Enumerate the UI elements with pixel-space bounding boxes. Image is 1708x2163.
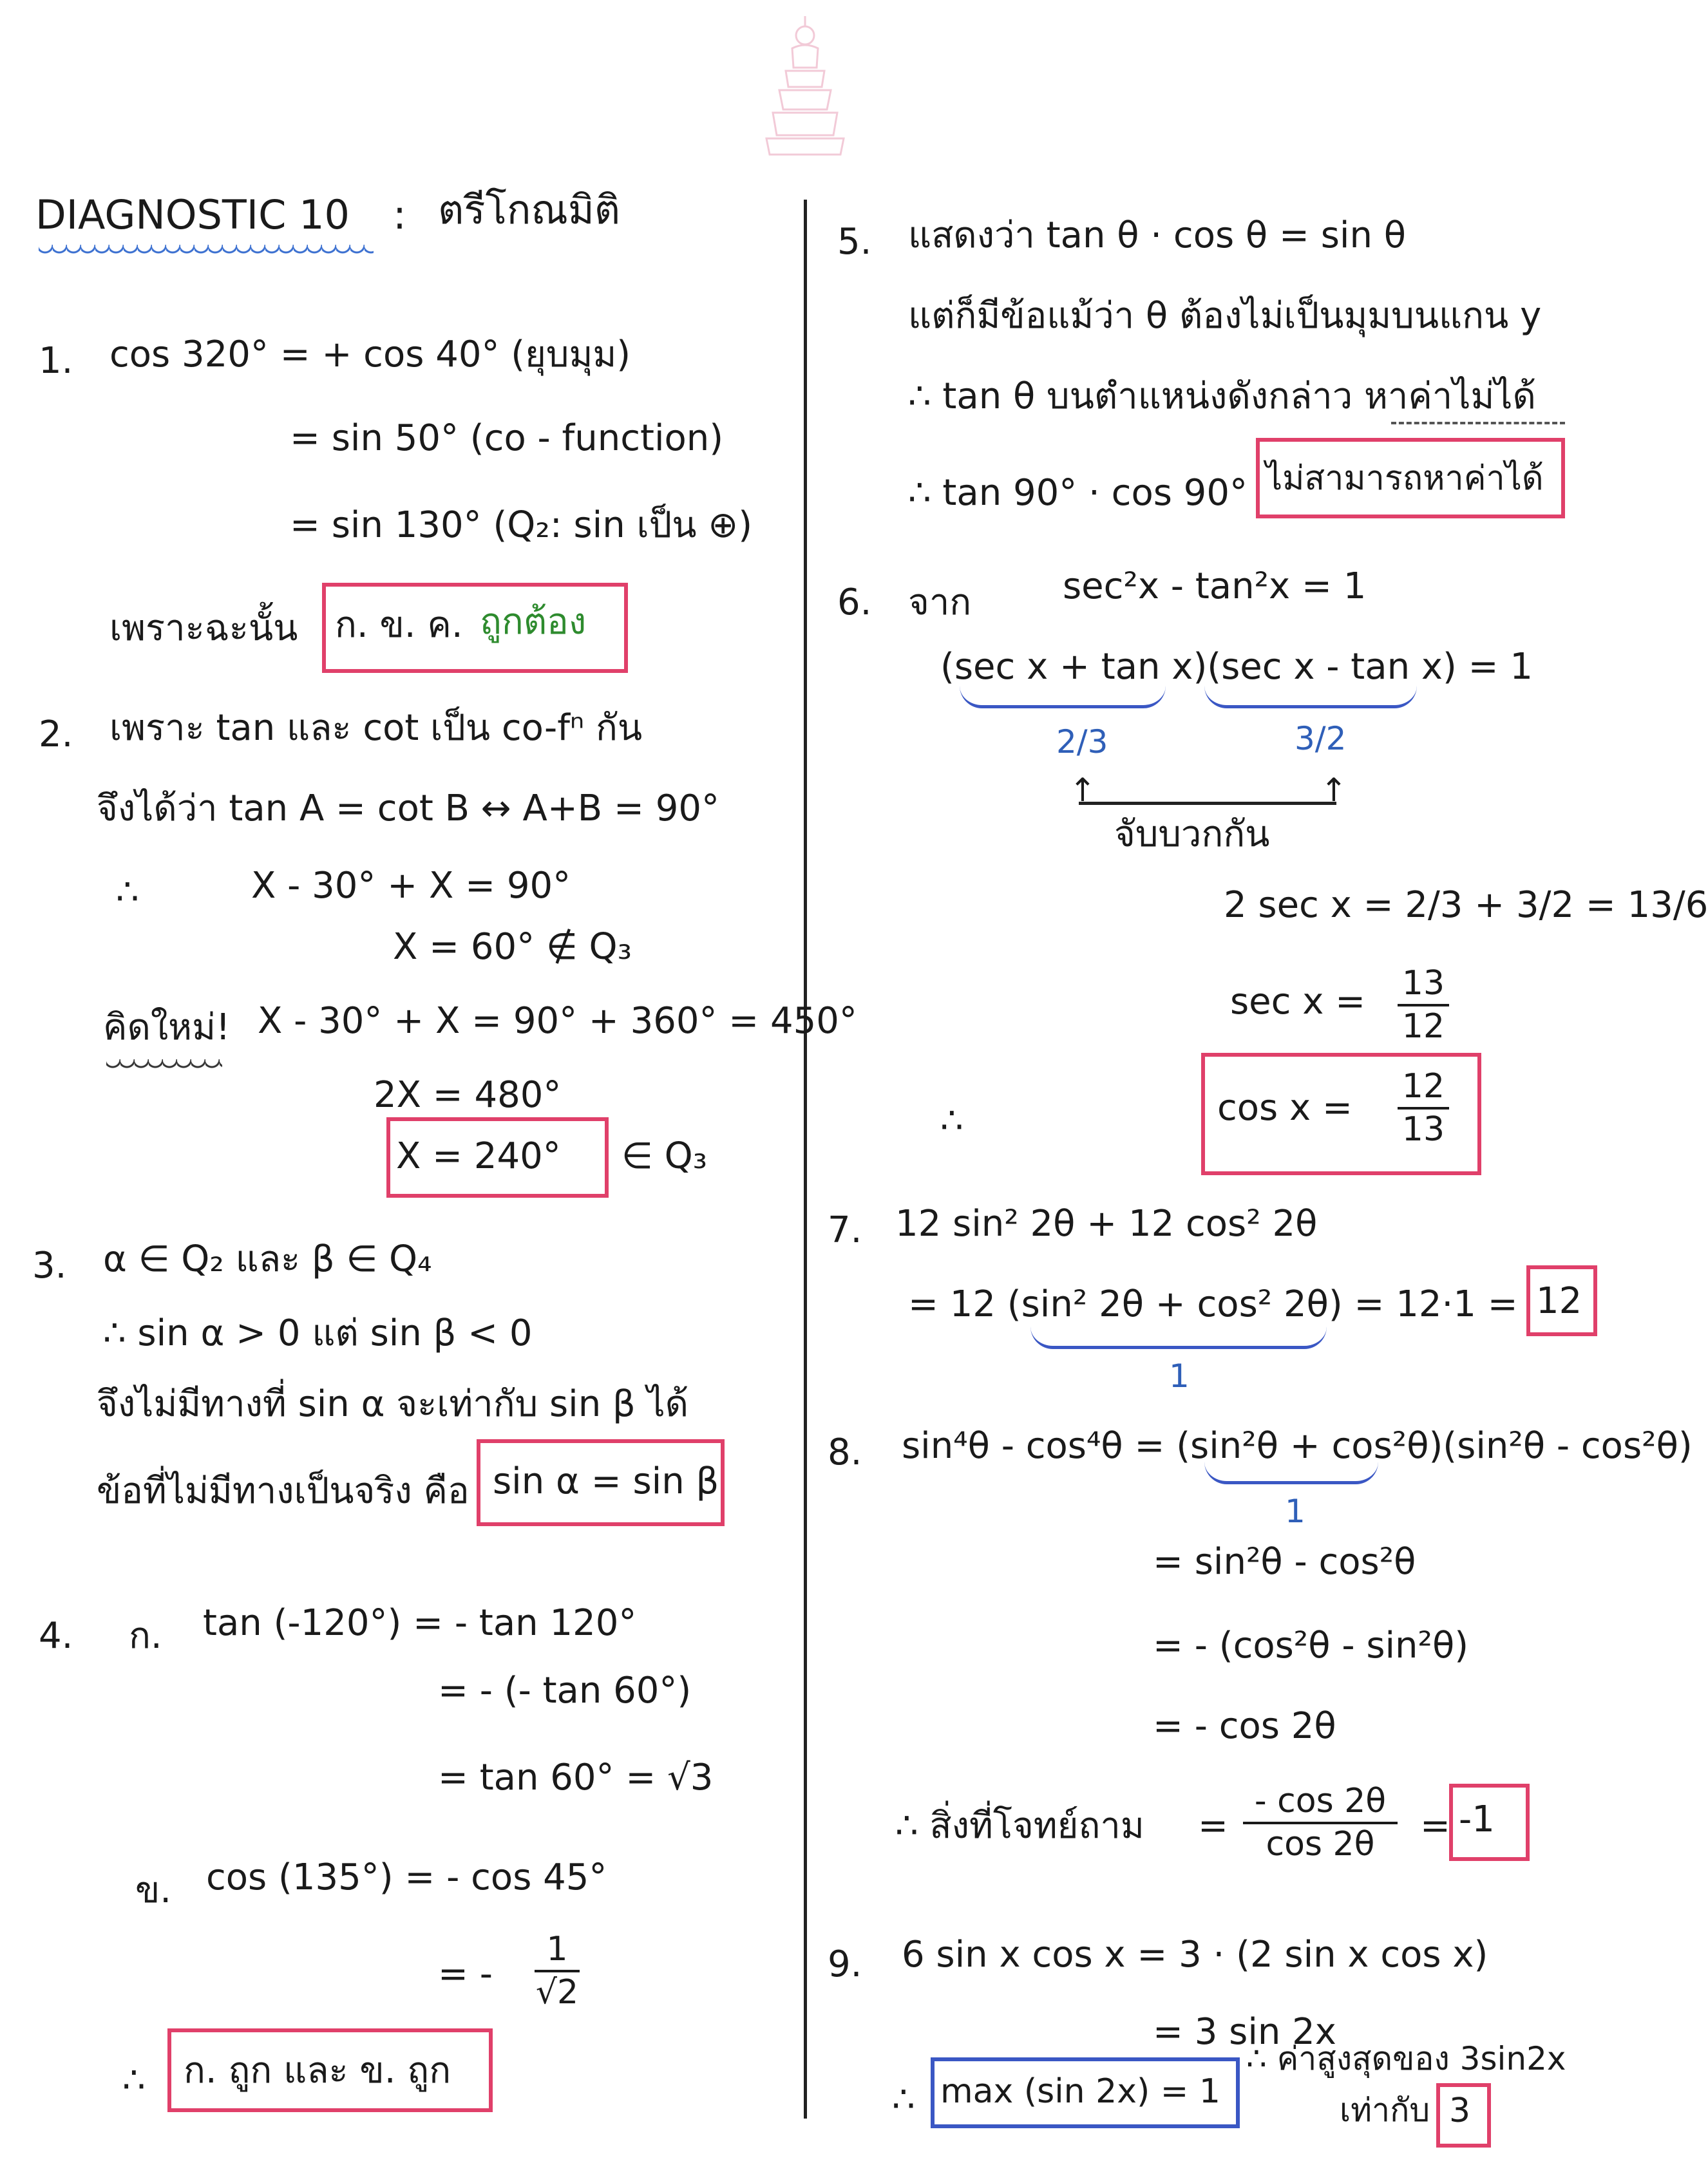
page-title: DIAGNOSTIC 10 bbox=[35, 191, 350, 238]
q8-brace bbox=[1204, 1462, 1378, 1484]
q4-b-line1: cos (135°) = - cos 45° bbox=[206, 1856, 607, 1898]
q5-line2: แต่ก็มีข้อแม้ว่า θ ต้องไม่เป็นมุมบนแกน y bbox=[908, 295, 1542, 337]
q9-conclusion: ∴ ค่าสูงสุดของ 3sin2x bbox=[1246, 2040, 1566, 2077]
q8-conclusion-prefix: ∴ สิ่งที่โจทย์ถาม bbox=[895, 1805, 1144, 1847]
q8-number: 8. bbox=[828, 1431, 862, 1473]
q4-b-fraction-num: 1 bbox=[546, 1930, 568, 1969]
q3-line1: α ∈ Q₂ และ β ∈ Q₄ bbox=[103, 1238, 432, 1280]
q6-arrow-note: จับบวกกัน bbox=[1114, 813, 1270, 855]
q2-retry-note: คิดใหม่! bbox=[103, 1006, 231, 1048]
q2-line4: X = 60° ∉ Q₃ bbox=[393, 926, 632, 968]
q7-brace-value: 1 bbox=[1169, 1357, 1190, 1395]
q8-fraction-num: - cos 2θ bbox=[1254, 1782, 1387, 1820]
q3-line3: จึงไม่มีทางที่ sin α จะเท่ากับ sin β ได้ bbox=[97, 1383, 689, 1425]
q7-line2: = 12 (sin² 2θ + cos² 2θ) = 12·1 = bbox=[908, 1283, 1518, 1325]
q6-line4-fraction bbox=[1398, 966, 1449, 1044]
q1-answer: ก. ข. ค. bbox=[335, 604, 463, 646]
university-seal-logo bbox=[741, 10, 869, 164]
q6-brace-left bbox=[960, 686, 1166, 708]
q6-answer-num: 12 bbox=[1401, 1067, 1445, 1106]
q9-therefore: ∴ bbox=[892, 2079, 915, 2120]
q6-line2: (sec x + tan x)(sec x - tan x) = 1 bbox=[940, 646, 1533, 688]
title-colon: : bbox=[393, 191, 406, 238]
q1-conclusion-prefix: เพราะฉะนั้น bbox=[109, 607, 298, 649]
q8-brace-value: 1 bbox=[1285, 1493, 1305, 1530]
q2-retry-underline bbox=[106, 1059, 222, 1071]
q9-line2: = 3 sin 2x bbox=[1153, 2011, 1336, 2053]
fraction-bar bbox=[1398, 1107, 1449, 1110]
title-underline bbox=[39, 245, 374, 256]
q6-answer-fraction bbox=[1398, 1069, 1449, 1147]
q6-answer-lhs: cos x = bbox=[1217, 1087, 1352, 1129]
q6-therefore: ∴ bbox=[940, 1100, 963, 1142]
q5-line1: แสดงว่า tan θ · cos θ = sin θ bbox=[908, 214, 1407, 256]
q6-number: 6. bbox=[837, 581, 872, 623]
q8-conclusion-eq: = bbox=[1198, 1805, 1228, 1847]
q6-line4-lhs: sec x = bbox=[1230, 981, 1366, 1023]
q2-therefore: ∴ bbox=[116, 871, 139, 913]
q2-line5: X - 30° + X = 90° + 360° = 450° bbox=[258, 1000, 857, 1042]
q9-answer: 3 bbox=[1449, 2092, 1471, 2130]
q2-answer-quadrant: ∈ Q₃ bbox=[622, 1135, 708, 1177]
q4-a-line3: = tan 60° = √3 bbox=[438, 1757, 714, 1799]
q6-brace-right bbox=[1204, 686, 1417, 708]
q4-part-a-label: ก. bbox=[129, 1615, 162, 1657]
q6-swap-arrow-line bbox=[1079, 802, 1336, 805]
q3-conclusion-prefix: ข้อที่ไม่มีทางเป็นจริง คือ bbox=[97, 1470, 470, 1512]
q6-from: จาก bbox=[908, 581, 972, 623]
q5-line3: ∴ tan θ บนตำแหน่งดังกล่าว หาค่าไม่ได้ bbox=[908, 375, 1536, 417]
q7-brace bbox=[1030, 1327, 1327, 1349]
q9-max-statement: max (sin 2x) = 1 bbox=[940, 2072, 1220, 2111]
q7-line1: 12 sin² 2θ + 12 cos² 2θ bbox=[895, 1203, 1318, 1245]
q4-a-line1: tan (-120°) = - tan 120° bbox=[203, 1602, 637, 1644]
q8-conclusion-eq2: = bbox=[1420, 1805, 1450, 1847]
q1-line1: cos 320° = + cos 40° (ยุบมุม) bbox=[109, 334, 631, 375]
q5-line4: ∴ tan 90° · cos 90° bbox=[908, 472, 1248, 514]
q2-line3: X - 30° + X = 90° bbox=[251, 865, 571, 907]
q9-equals-label: เท่ากับ bbox=[1340, 2092, 1430, 2129]
topic-heading: ตรีโกณมิติ bbox=[438, 186, 621, 233]
q7-answer: 12 bbox=[1536, 1280, 1582, 1322]
q8-fraction-den: cos 2θ bbox=[1266, 1824, 1375, 1864]
q1-line2: = sin 50° (co - function) bbox=[290, 417, 724, 459]
q8-conclusion-fraction bbox=[1243, 1784, 1398, 1862]
q9-number: 9. bbox=[828, 1943, 862, 1985]
q1-line3: = sin 130° (Q₂: sin เป็น ⊕) bbox=[290, 504, 753, 546]
q1-answer-correct: ถูกต้อง bbox=[480, 601, 587, 643]
q2-line2: จึงได้ว่า tan A = cot B ↔ A+B = 90° bbox=[97, 788, 719, 829]
q5-number: 5. bbox=[837, 221, 872, 263]
q8-answer: -1 bbox=[1459, 1799, 1495, 1840]
q8-line1: sin⁴θ - cos⁴θ = (sin²θ + cos²θ)(sin²θ - cos²θ) bbox=[902, 1425, 1693, 1467]
column-divider bbox=[804, 200, 807, 2119]
q1-number: 1. bbox=[39, 340, 73, 382]
q4-b-fraction bbox=[535, 1932, 580, 2010]
q5-answer: ไม่สามารถหาค่าได้ bbox=[1266, 459, 1544, 498]
q4-therefore: ∴ bbox=[122, 2059, 146, 2101]
q6-swap-arrow-right-head: ↑ bbox=[1320, 771, 1347, 809]
q8-line3: = - (cos²θ - sin²θ) bbox=[1153, 1625, 1469, 1667]
q6-brace-left-value: 2/3 bbox=[1056, 723, 1108, 760]
q4-answer: ก. ถูก และ ข. ถูก bbox=[184, 2050, 451, 2092]
q6-line4-den: 12 bbox=[1401, 1006, 1445, 1046]
q5-emphasis-underline bbox=[1391, 422, 1565, 424]
fraction-bar bbox=[535, 1970, 580, 1972]
q8-line2: = sin²θ - cos²θ bbox=[1153, 1541, 1416, 1583]
q3-line2: ∴ sin α > 0 แต่ sin β < 0 bbox=[103, 1312, 533, 1354]
q8-line4: = - cos 2θ bbox=[1153, 1705, 1336, 1747]
q6-brace-right-value: 3/2 bbox=[1295, 720, 1347, 757]
q6-line1: sec²x - tan²x = 1 bbox=[1063, 565, 1367, 607]
q4-b-line2-eq: = - bbox=[438, 1953, 493, 1995]
q4-part-b-label: ข. bbox=[135, 1869, 172, 1911]
fraction-bar bbox=[1243, 1822, 1398, 1824]
q6-answer-den: 13 bbox=[1401, 1110, 1445, 1149]
q4-number: 4. bbox=[39, 1615, 73, 1657]
q3-number: 3. bbox=[32, 1245, 67, 1287]
q6-swap-arrow-left-head: ↑ bbox=[1069, 771, 1096, 809]
q2-line6: 2X = 480° bbox=[374, 1074, 562, 1116]
q3-answer: sin α = sin β bbox=[493, 1460, 719, 1502]
q6-line3: 2 sec x = 2/3 + 3/2 = 13/6 bbox=[1224, 884, 1708, 926]
q2-number: 2. bbox=[39, 713, 73, 755]
q6-line4-num: 13 bbox=[1401, 964, 1445, 1003]
q7-number: 7. bbox=[828, 1209, 862, 1251]
q2-answer: X = 240° bbox=[396, 1135, 561, 1177]
q9-line1: 6 sin x cos x = 3 · (2 sin x cos x) bbox=[902, 1934, 1488, 1976]
q4-b-fraction-den: √2 bbox=[535, 1972, 579, 2012]
q2-line1: เพราะ tan และ cot เป็น co-fⁿ กัน bbox=[109, 707, 643, 749]
q4-a-line2: = - (- tan 60°) bbox=[438, 1670, 692, 1712]
fraction-bar bbox=[1398, 1004, 1449, 1006]
